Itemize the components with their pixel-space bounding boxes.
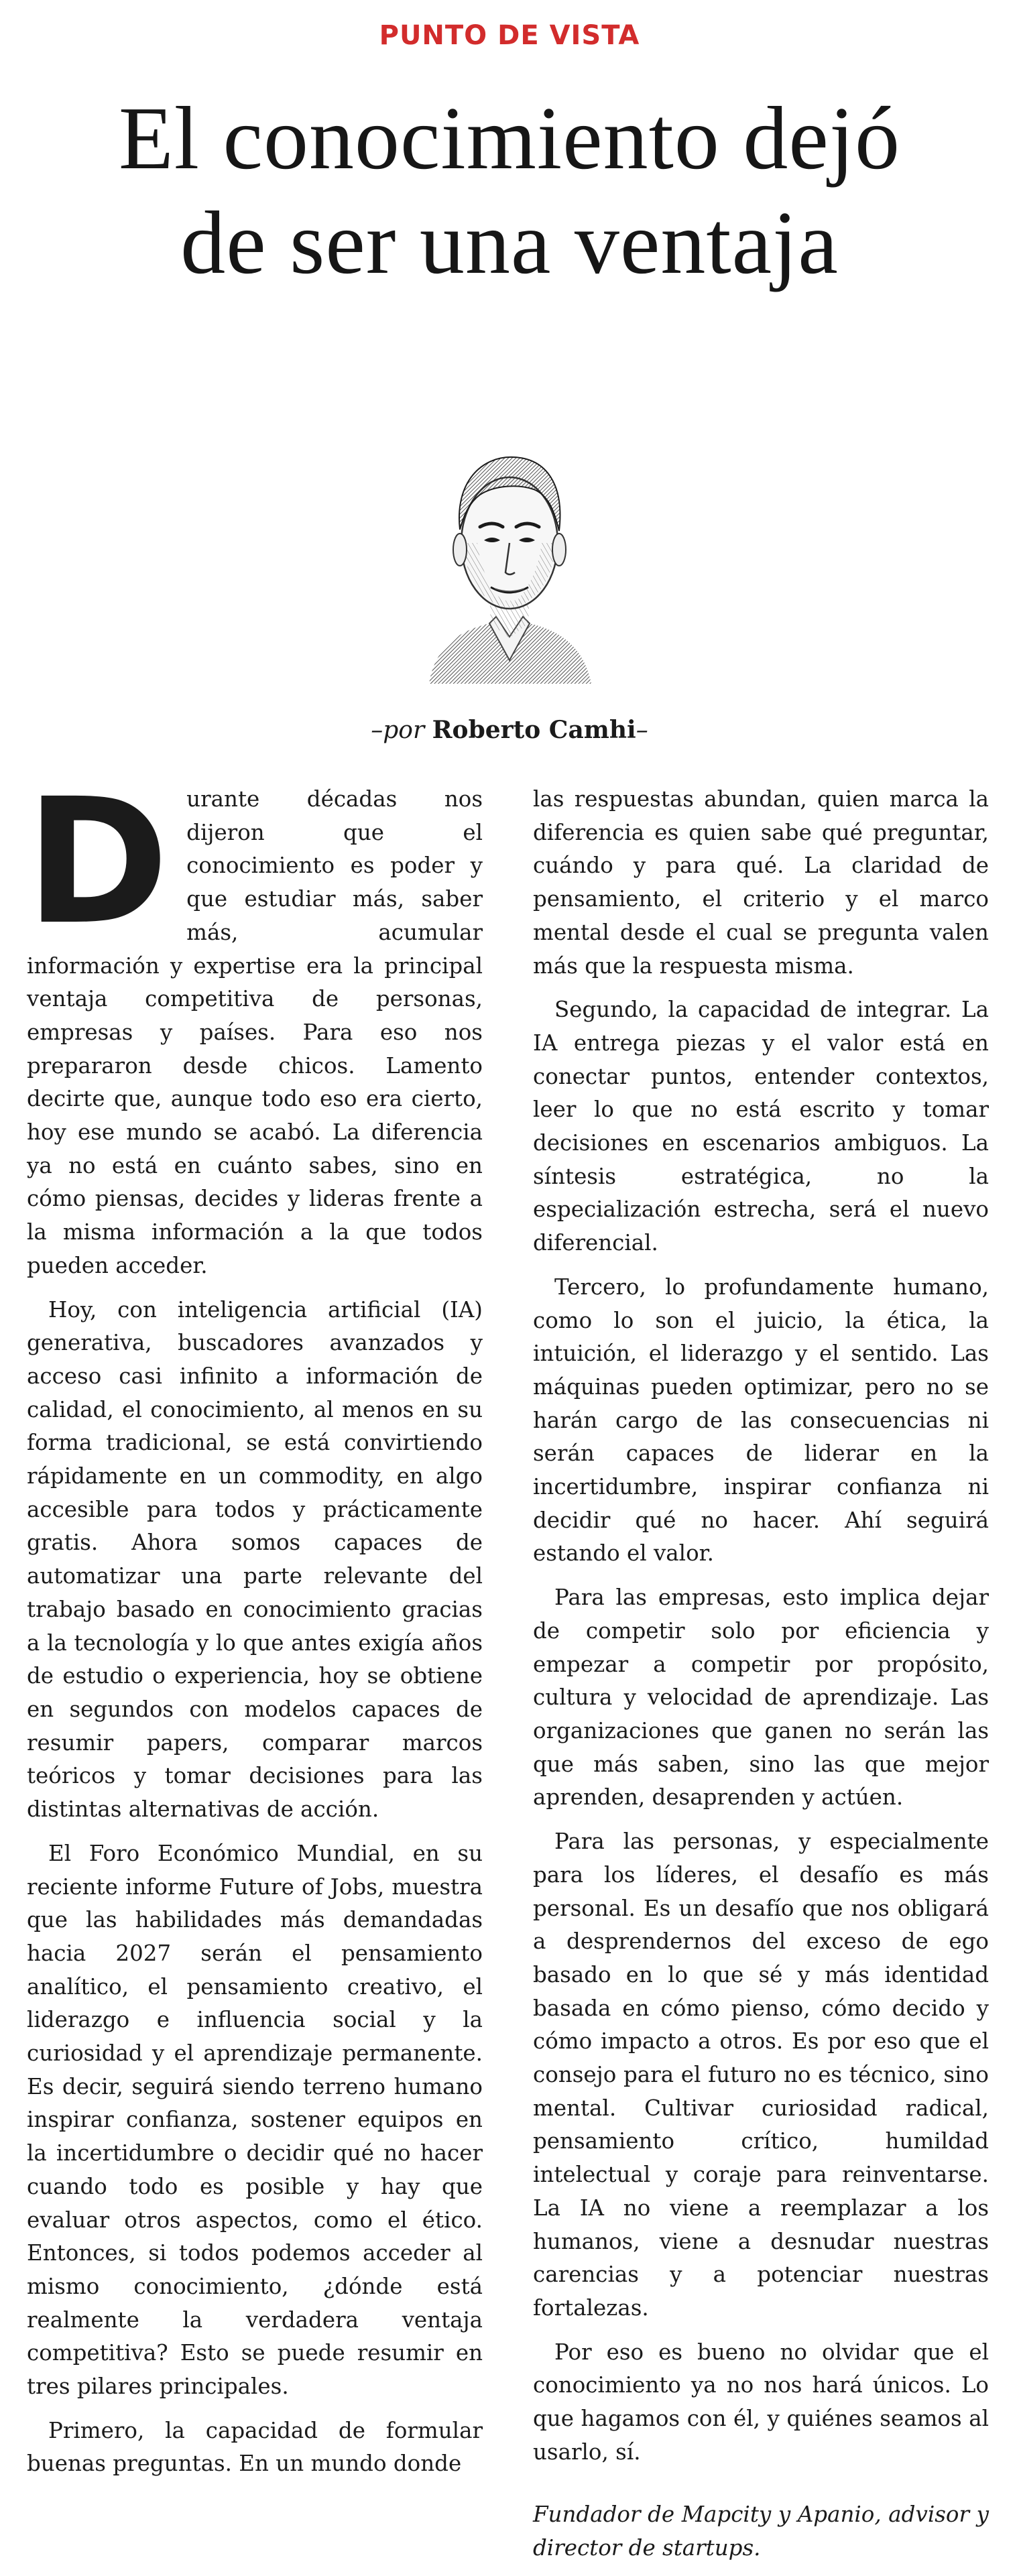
article-paragraph: Primero, la capacidad de formular buenas preguntas. En un mundo donde <box>27 2417 483 2477</box>
article-paragraph: Para las personas, y especialmente para los líderes, el desafío es más personal. Es un desafío que nos obligará a desprendernos del exceso de ego basado en lo que sé y más identidad basada en cómo pienso, cómo decido y cómo impacto a otros. Es por eso que el consejo para el futuro no es técnico, sino mental. Cultivar curiosidad radical, pensamiento crítico, humildad intelectual y coraje para reinventarse. La IA no viene a reemplazar a los humanos, viene a desnudar nuestras carencias y a potenciar nuestras fortalezas. <box>533 1829 989 2321</box>
article-paragraph: Para las empresas, esto implica dejar de competir solo por eficiencia y empezar a competir por propósito, cultura y velocidad de aprendizaje. Las organizaciones que ganen no serán las que más saben, sino las que mejor aprenden, desaprenden y actúen. <box>533 1585 989 1811</box>
headline-line-1: El conocimiento dejó <box>118 88 901 188</box>
section-label: PUNTO DE VISTA <box>379 20 640 51</box>
article-paragraph: Hoy, con inteligencia artificial (IA) generativa, buscadores avanzados y acceso casi infinito a información de calidad, el conocimiento, al menos en su forma tradicional, se está convirtiendo rápidamente en un commodity, en algo accesible para todos y prácticamente gratis. Ahora somos capaces de automatizar una parte relevante del trabajo basado en conocimiento gracias a la tecnología y lo que antes exigía años de estudio o experiencia, hoy se obtiene en segundos con modelos capaces de resumir papers, comparar marcos teóricos y tomar decisiones para las distintas alternativas de acción. <box>27 1296 483 1823</box>
author-portrait <box>416 429 603 684</box>
article-paragraph: El Foro Económico Mundial, en su reciente informe Future of Jobs, muestra que las habilidades más demandadas hacia 2027 serán el pensamiento analítico, el pensamiento creativo, el liderazgo e influencia social y la curiosidad y el aprendizaje permanente. Es decir, seguirá siendo terreno humano inspirar confianza, sostener equipos en la incertidumbre o decidir qué no hacer cuando todo es posible y hay que evaluar otros aspectos, como el ético. Entonces, si todos podemos acceder al mismo conocimiento, ¿dónde está realmente la verdadera ventaja competitiva? Esto se puede resumir en tres pilares principales. <box>27 1840 483 2400</box>
article-paragraph: las respuestas abundan, quien marca la diferencia es quien sabe qué preguntar, cuándo y para qué. La claridad de pensamiento, el criterio y el marco mental desde el cual se pregunta valen más que la respuesta misma. <box>533 786 989 979</box>
article-paragraph: Segundo, la capacidad de integrar. La IA entrega piezas y el valor está en conectar puntos, entender contextos, leer lo que no está escrito y tomar decisiones en escenarios ambiguos. La síntesis estratégica, no la especialización estrecha, será el nuevo diferencial. <box>533 997 989 1256</box>
byline-author: Roberto Camhi <box>432 716 636 744</box>
article-column-left <box>25 761 483 2492</box>
paragraph-text: urante décadas nos dijeron que el conocimiento es poder y que estudiar más, saber más, acumular información y expertise era la principal ventaja competitiva de personas, empresas y países. Para eso nos prepararon desde chicos. Lamento decirte que, aunque todo eso era cierto, hoy ese mundo se acabó. La diferencia ya no está en cuánto sabes, sino en cómo piensas, decides y lideras frente a la misma información a la que todos pueden acceder. <box>27 786 483 1278</box>
author-signature: Fundador de Mapcity y Apanio, advisor y director de startups. <box>533 2502 989 2561</box>
drop-cap: D <box>25 761 170 963</box>
headline <box>0 86 1019 295</box>
author-portrait-icon <box>416 429 603 684</box>
byline-suffix: – <box>636 717 648 744</box>
article-paragraph <box>25 761 483 1283</box>
article-paragraph: Por eso es bueno no olvidar que el conocimiento ya no nos hará únicos. Lo que hagamos con él, y quiénes seamos al usarlo, sí. <box>533 2339 989 2465</box>
byline-prefix: –por <box>371 717 432 744</box>
headline-line-2: de ser una ventaja <box>180 193 839 292</box>
article-column-right <box>533 783 989 2576</box>
article-paragraph: Tercero, lo profundamente humano, como lo son el juicio, la ética, la intuición, el liderazgo y el sentido. Las máquinas pueden optimizar, pero no se harán cargo de las consecuencias ni serán capaces de liderar en la incertidumbre, inspirar confianza ni decidir qué no hacer. Ahí seguirá estando el valor. <box>533 1274 989 1567</box>
byline <box>0 716 1019 744</box>
